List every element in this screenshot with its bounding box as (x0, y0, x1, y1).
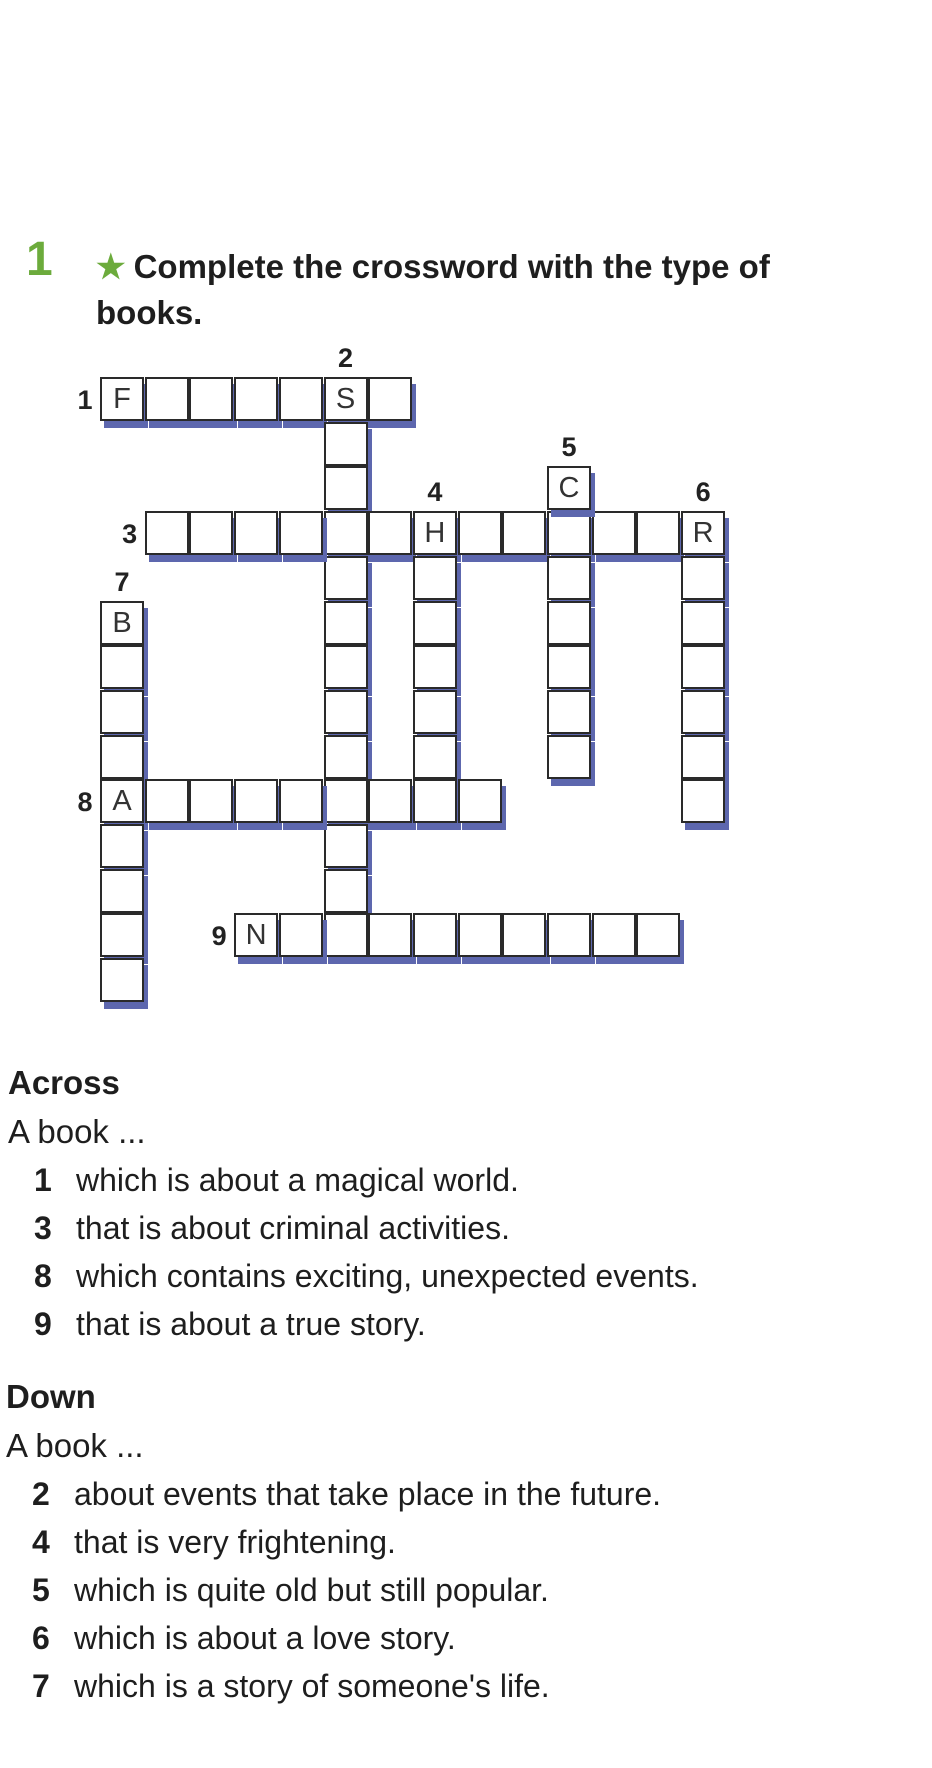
down-clue-2: 2 about events that take place in the future. (32, 1476, 662, 1512)
crossword-cell[interactable] (681, 556, 725, 600)
crossword-cell[interactable] (279, 511, 323, 555)
crossword-cell[interactable] (592, 511, 636, 555)
crossword-cell[interactable] (413, 601, 457, 645)
across-clue-1: 1 which is about a magical world. (34, 1162, 519, 1198)
crossword-cell[interactable] (324, 824, 368, 868)
across-heading: Across (8, 1064, 120, 1101)
crossword-cell[interactable]: S (324, 377, 368, 421)
crossword-cell[interactable] (324, 422, 368, 466)
down-clue-6: 6 which is about a love story. (32, 1620, 456, 1656)
crossword-cell[interactable] (234, 511, 278, 555)
crossword-cell[interactable] (368, 913, 412, 957)
crossword-cell[interactable] (324, 913, 368, 957)
across-clue-9: 9 that is about a true story. (34, 1306, 426, 1342)
crossword-cell[interactable] (413, 645, 457, 689)
clue-number-8: 8 (77, 787, 93, 818)
crossword-cell[interactable] (100, 645, 144, 689)
crossword-cell[interactable] (681, 645, 725, 689)
crossword-cell[interactable] (279, 377, 323, 421)
crossword-cell[interactable] (681, 601, 725, 645)
crossword-cell[interactable] (324, 869, 368, 913)
crossword-cell[interactable] (681, 735, 725, 779)
across-clue-3: 3 that is about criminal activities. (34, 1210, 510, 1246)
clue-number-2: 2 (337, 343, 354, 373)
crossword-cell[interactable] (324, 556, 368, 600)
crossword-cell[interactable]: A (100, 779, 144, 823)
crossword-cell[interactable] (502, 511, 546, 555)
crossword-cell[interactable] (368, 779, 412, 823)
crossword-cell[interactable] (324, 645, 368, 689)
star-icon: ★ (96, 248, 126, 285)
crossword-cell[interactable] (547, 645, 591, 689)
crossword-cell[interactable] (636, 511, 680, 555)
crossword-cell[interactable] (368, 377, 412, 421)
crossword-cell[interactable]: F (100, 377, 144, 421)
crossword-cell[interactable] (189, 779, 233, 823)
crossword-cell[interactable]: N (234, 913, 278, 957)
clue-number-1: 1 (77, 385, 93, 415)
crossword-cell[interactable] (234, 377, 278, 421)
crossword-cell[interactable] (189, 511, 233, 555)
down-clue-7: 7 which is a story of someone's life. (32, 1668, 550, 1704)
crossword-cell[interactable] (413, 735, 457, 779)
crossword-cell[interactable] (324, 601, 368, 645)
crossword-cell[interactable] (324, 511, 368, 555)
clue-number-7: 7 (114, 566, 130, 597)
crossword-cell[interactable]: B (100, 601, 144, 645)
crossword-cell[interactable] (413, 556, 457, 600)
crossword-cell[interactable] (547, 735, 591, 779)
crossword-cell[interactable] (681, 779, 725, 823)
crossword-cell[interactable] (547, 913, 591, 957)
crossword-cell[interactable]: H (413, 511, 457, 555)
crossword-cell[interactable] (592, 913, 636, 957)
crossword-cell[interactable] (189, 377, 233, 421)
crossword-cell[interactable] (100, 735, 144, 779)
crossword-cell[interactable] (324, 466, 368, 510)
crossword-cell[interactable] (324, 779, 368, 823)
crossword-cell[interactable] (324, 735, 368, 779)
down-clue-4: 4 that is very frightening. (32, 1524, 396, 1560)
down-clue-5: 5 which is quite old but still popular. (32, 1572, 549, 1608)
crossword-cell[interactable] (324, 690, 368, 734)
crossword-cell[interactable] (100, 824, 144, 868)
crossword-cell[interactable] (458, 511, 502, 555)
clue-number-3: 3 (122, 519, 138, 550)
crossword-cell[interactable] (413, 779, 457, 823)
clue-number-5: 5 (561, 432, 577, 463)
crossword-cell[interactable] (100, 690, 144, 734)
clue-number-9: 9 (211, 921, 227, 952)
crossword-cell[interactable] (458, 913, 502, 957)
crossword-cell[interactable] (368, 511, 412, 555)
down-intro: A book ... (6, 1427, 144, 1464)
crossword-cell[interactable] (636, 913, 680, 957)
down-heading: Down (6, 1378, 96, 1415)
crossword-cell[interactable] (413, 690, 457, 734)
across-clue-8: 8 which contains exciting, unexpected events. (34, 1258, 699, 1294)
clue-number-6: 6 (695, 477, 711, 508)
crossword-cell[interactable] (413, 913, 457, 957)
crossword-cell[interactable] (145, 377, 189, 421)
clue-number-4: 4 (427, 477, 443, 508)
crossword-cell[interactable] (145, 779, 189, 823)
crossword-cell[interactable] (279, 779, 323, 823)
crossword-cell[interactable] (681, 690, 725, 734)
crossword-cell[interactable] (145, 511, 189, 555)
crossword-cell[interactable] (234, 779, 278, 823)
crossword-cell[interactable] (547, 690, 591, 734)
crossword-cell[interactable]: R (681, 511, 725, 555)
crossword-cell[interactable] (100, 913, 144, 957)
exercise-number: 1 (26, 233, 53, 286)
crossword-cell[interactable] (100, 869, 144, 913)
crossword-cell[interactable] (100, 958, 144, 1002)
crossword-cell[interactable] (547, 511, 591, 555)
crossword-cell[interactable]: C (547, 466, 591, 510)
across-intro: A book ... (8, 1113, 146, 1150)
crossword-cell[interactable] (502, 913, 546, 957)
crossword-cell[interactable] (458, 779, 502, 823)
crossword-cell[interactable] (279, 913, 323, 957)
crossword-cell[interactable] (547, 601, 591, 645)
crossword-cell[interactable] (547, 556, 591, 600)
instruction-text: Complete the crossword with the type of books. (96, 248, 770, 331)
